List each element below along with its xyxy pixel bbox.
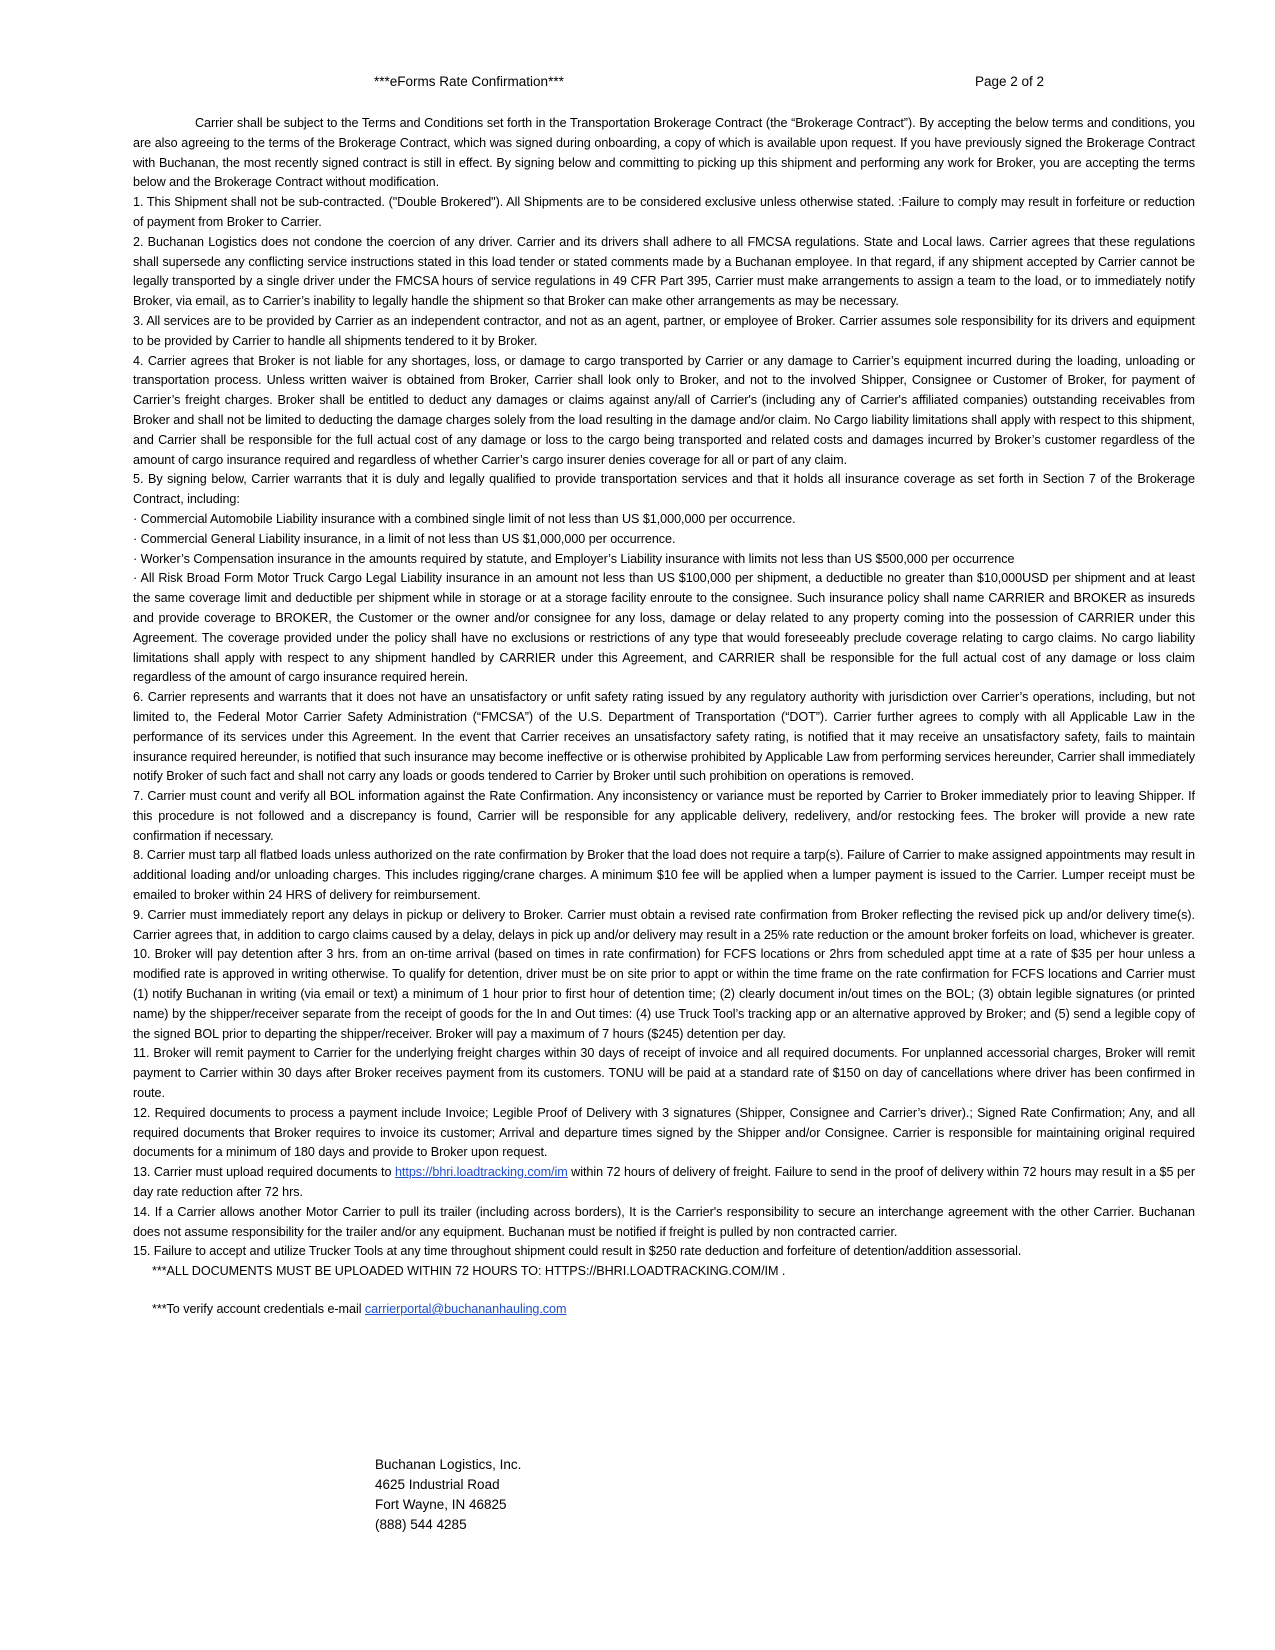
term-12: 12. Required documents to process a payment include Invoice; Legible Proof of Delivery with 3 signatures (Shipper, Consignee and Carrier’s driver).; Signed Rate Confirmation; Any, and all required documents that Broker requires to invoice its customer; Arrival and departure times signed by the Shipper and/or Consignee. Carrier is responsible for maintaining original required documents for a minimum of 180 days and provide to Broker upon request. <box>133 1105 1195 1160</box>
term-7: 7. Carrier must count and verify all BOL information against the Rate Confirmation. Any inconsistency or variance must be reported by Carrier to Broker immediately prior to leaving Shipper. If this procedure is not followed and a discrepancy is found, Carrier will be responsible for any applicable delivery, redelivery, and/or restocking fees. The broker will provide a new rate confirmation if necessary. <box>133 789 1195 843</box>
terms-body <box>133 114 1195 1320</box>
term-11: 11. Broker will remit payment to Carrier for the underlying freight charges within 30 days of receipt of invoice and all required documents. For unplanned accessorial charges, Broker will remit payment to Carrier within 30 days after Broker receives payment from its customers. TONU will be paid at a standard rate of $150 on day of cancellations where driver has been confirmed in route. <box>133 1046 1195 1101</box>
term-1: 1. This Shipment shall not be sub-contracted. ("Double Brokered"). All Shipments are to be considered exclusive unless otherwise stated. :Failure to comply may result in forfeiture or reduction of payment from Broker to Carrier. <box>133 195 1195 229</box>
company-city: Fort Wayne, IN 46825 <box>375 1497 507 1512</box>
intro-paragraph: Carrier shall be subject to the Terms and Conditions set forth in the Transportation Brokerage Contract (the “Brokerage Contract”). By accepting the below terms and conditions, you are also agreeing to the terms of the Brokerage Contract, which was signed during onboarding, a copy of which is available upon request. If you have previously signed the Brokerage Contract with Buchanan, the most recently signed contract is still in effect. By signing below and committing to picking up this shipment and performing any work for Broker, you are accepting the terms below and the Brokerage Contract without modification. <box>133 116 1195 190</box>
term-4: 4. Carrier agrees that Broker is not liable for any shortages, loss, or damage to cargo transported by Carrier or any damage to Carrier’s equipment incurred during the loading, unloading or transportation process. Unless written waiver is obtained from Broker, Carrier shall look only to Broker, and not to the involved Shipper, Consignee or Customer of Broker, for payment of Carrier’s freight charges. Broker shall be entitled to deduct any damages or claims against any/all of Carrier's (including any of Carrier's affiliated companies) outstanding receivables from Broker and shall not be limited to deducting the damage charges solely from the load resulting in the damage and/or claim. No Cargo liability limitations shall apply with respect to this shipment, and Carrier shall be responsible for the full actual cost of any damage or loss to the cargo being transported and related costs and damages incurred by Broker’s customer regardless of the amount of cargo insurance required and regardless of whether Carrier’s cargo insurer denies coverage for all or part of any claim. <box>133 353 1195 467</box>
term-14: 14. If a Carrier allows another Motor Carrier to pull its trailer (including across borders), It is the Carrier's responsibility to secure an interchange agreement with the other Carrier. Buchanan does not assume responsibility for the trailer and/or any equipment. Buchanan must be notified if freight is pulled by non contracted carrier. <box>133 1204 1195 1239</box>
term-9: 9. Carrier must immediately report any delays in pickup or delivery to Broker. Carrier must obtain a revised rate confirmation from Broker reflecting the revised pick up and/or delivery time(s). Carrier agrees that, in addition to cargo claims caused by a delay, delays in pick up and/or delivery may result in a 25% rate reduction or the amount broker forfeits on load, whichever is greater. <box>133 907 1195 942</box>
company-phone: (888) 544 4285 <box>375 1517 467 1532</box>
page-number: Page 2 of 2 <box>975 74 1045 89</box>
document-title: ***eForms Rate Confirmation*** <box>374 74 564 89</box>
company-name: Buchanan Logistics, Inc. <box>375 1457 522 1472</box>
term-13-text-end: within 72 hours of delivery of freight. Failure to send in the proof of delivery within 72 hours may result in a $5 per day rate reduction after 72 hrs. <box>133 1165 1195 1200</box>
upload-notice: ***ALL DOCUMENTS MUST BE UPLOADED WITHIN 72 HOURS TO: HTTPS://BHRI.LOADTRACKING.COM/IM . <box>152 1264 786 1279</box>
term-10: 10. Broker will pay detention after 3 hrs. from an on-time arrival (based on times in rate confirmation) for FCFS locations or 2hrs from scheduled appt time at a rate of $35 per hour unless a modified rate is approved in writing otherwise. To qualify for detention, driver must be on site prior to appt or within the time frame on the rate confirmation for FCFS locations and Carrier must (1) notify Buchanan in writing (via email or text) a minimum of 1 hour prior to first hour of detention time; (2) clearly document in/out times on the BOL; (3) obtain legible signatures (or printed name) by the shipper/receiver separate from the receipt of goods for the In and Out times: (4) use Truck Tool’s tracking app or an alternative approved by Broker; and (5) send a legible copy of the signed BOL prior to departing the shipper/receiver. Broker will pay a maximum of 7 hours ($245) detention per day. <box>133 947 1195 1041</box>
term-2: 2. Buchanan Logistics does not condone the coercion of any driver. Carrier and its drivers shall adhere to all FMCSA regulations. State and Local laws. Carrier agrees that these regulations shall supersede any conflicting service instructions stated in this load tender or stated comments made by a Buchanan employee. In that regard, if any shipment accepted by Carrier cannot be legally transported by a single driver under the FMCSA hours of service regulations in 49 CFR Part 395, Carrier must make arrangements to assign a team to the load, or to immediately notify Broker, via email, as to Carrier’s inability to legally handle the shipment so that Broker can make other arrangements as may be necessary. <box>133 234 1195 309</box>
company-street: 4625 Industrial Road <box>375 1477 500 1492</box>
insurance-general: · Commercial General Liability insurance, in a limit of not less than US $1,000,000 per occurrence. <box>133 531 676 546</box>
insurance-workers: · Worker’s Compensation insurance in the amounts required by statute, and Employer’s Liability insurance with limits not less than US $500,000 per occurrence <box>133 551 1015 566</box>
term-13-text-start: 13. Carrier must upload required documents to <box>133 1165 395 1180</box>
term-5: 5. By signing below, Carrier warrants that it is duly and legally qualified to provide transportation services and that it holds all insurance coverage as set forth in Section 7 of the Brokerage Contract, including: <box>133 472 1195 507</box>
term-8: 8. Carrier must tarp all flatbed loads unless authorized on the rate confirmation by Broker that the load does not require a tarp(s). Failure of Carrier to make assigned appointments may result in additional loading and/or unloading charges. This includes rigging/crane charges. A minimum $10 fee will be applied when a lumper payment is issued to the Carrier. Lumper receipt must be emailed to broker within 24 HRS of delivery for reimbursement. <box>133 848 1195 903</box>
term-13 <box>133 1163 1195 1203</box>
company-address <box>375 1455 521 1535</box>
verify-line <box>152 1300 1195 1320</box>
carrier-portal-email-link[interactable]: carrierportal@buchananhauling.com <box>364 1302 567 1317</box>
term-15: 15. Failure to accept and utilize Trucker Tools at any time throughout shipment could result in $250 rate deduction and forfeiture of detention/addition assessorial. <box>133 1244 1022 1259</box>
upload-link[interactable]: https://bhri.loadtracking.com/im <box>394 1165 568 1180</box>
insurance-auto: · Commercial Automobile Liability insurance with a combined single limit of not less than US $1,000,000 per occurrence. <box>133 511 796 526</box>
insurance-cargo: · All Risk Broad Form Motor Truck Cargo Legal Liability insurance in an amount not less than US $100,000 per shipment, a deductible no greater than $10,000USD per shipment and at least the same coverage limit and deductible per shipment while in storage or at a storage facility enroute to the consignee. Such insurance policy shall name CARRIER and BROKER as insureds and provide coverage to BROKER, the Customer or the owner and/or consignee for any loss, damage or delay related to any property coming into the possession of CARRIER under this Agreement. The coverage provided under the policy shall have no exclusions or restrictions of any type that would foreseeably preclude coverage relating to cargo claims. No cargo liability limitations shall apply with respect to any shipment handled by CARRIER under this Agreement, and CARRIER shall be responsible for the full actual cost of any damage or loss claim regardless of the amount of cargo insurance required herein. <box>133 571 1195 685</box>
verify-text: ***To verify account credentials e-mail <box>152 1302 365 1317</box>
term-3: 3. All services are to be provided by Carrier as an independent contractor, and not as an agent, partner, or employee of Broker. Carrier assumes sole responsibility for its drivers and equipment to be provided by Carrier to handle all shipments tendered to it by Broker. <box>133 313 1195 348</box>
term-6: 6. Carrier represents and warrants that it does not have an unsatisfactory or unfit safety rating issued by any regulatory authority with jurisdiction over Carrier’s operations, including, but not limited to, the Federal Motor Carrier Safety Administration (“FMCSA”) of the U.S. Department of Transportation (“DOT”). Carrier further agrees to comply with all Applicable Law in the performance of its services under this Agreement. In the event that Carrier receives an unsatisfactory safety rating, is notified that it may receive an unsatisfactory safety, fails to maintain insurance required hereunder, is notified that such insurance may become ineffective or is otherwise prohibited by Applicable Law from performing services hereunder, Carrier shall immediately notify Broker of such fact and shall not carry any loads or goods tendered to Carrier by Broker until such prohibition on operations is removed. <box>133 690 1195 784</box>
